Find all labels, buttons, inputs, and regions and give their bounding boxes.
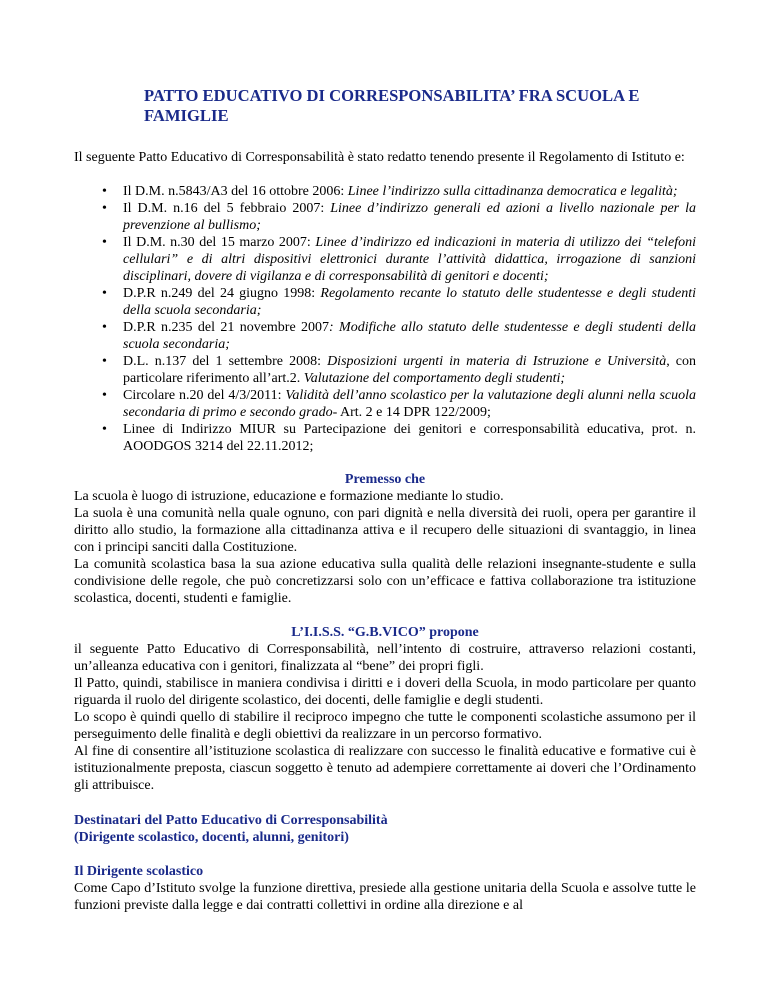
destinatari-heading: Destinatari del Patto Educativo di Corresponsabilità (Dirigente scolastico, docenti, alunni, genitori): [74, 813, 388, 845]
bullet-icon: •: [102, 235, 107, 250]
paragraph: Al fine di consentire all’istituzione scolastica di realizzare con successo le finalità educative e formative cui è istituzionalmente preposta, ciascun soggetto è tenuto ad adempiere correttamente ai doveri che l’Ordinamento gli attribuisce.: [74, 744, 696, 793]
paragraph: Lo scopo è quindi quello di stabilire il reciproco impegno che tutte le componenti scolastiche assumono per il perseguimento delle finalità e degli obiettivi da realizzare in un percorso formativo.: [74, 710, 696, 742]
bullet-icon: •: [102, 184, 107, 199]
document-title: PATTO EDUCATIVO DI CORRESPONSABILITA’ FRA SCUOLA E FAMIGLIE: [144, 86, 640, 125]
bullet-icon: •: [102, 320, 107, 335]
paragraph: Il Patto, quindi, stabilisce in maniera condivisa i diritti e i doveri della Scuola, in modo particolare per quanto riguarda il ruolo del dirigente scolastico, dei docenti, delle famiglie e degli studenti.: [74, 676, 696, 708]
paragraph: La suola è una comunità nella quale ognuno, con pari dignità e nella diversità dei ruoli, opera per garantire il diritto allo studio, la formazione alla cittadinanza attiva e il recupero delle situazioni di svantaggio, in linea con i principi sanciti dalla Costituzione.: [74, 506, 696, 555]
list-item: • D.P.R n.235 del 21 novembre 2007: Modifiche allo statuto delle studentesse e degli studenti della scuola secondaria;: [102, 320, 697, 352]
dirigente-heading: Il Dirigente scolastico: [74, 864, 204, 879]
intro-paragraph: Il seguente Patto Educativo di Corresponsabilità è stato redatto tenendo presente il Regolamento di Istituto e:: [74, 150, 685, 165]
reference-list: [74, 183, 696, 455]
paragraph: La comunità scolastica basa la sua azione educativa sulla qualità delle relazioni insegnante-studente e sulla condivisione delle regole, che può concretizzarsi solo con un’efficace e fattiva collaborazione tra istituzione scolastica, docenti, studenti e famiglie.: [74, 557, 696, 606]
paragraph: il seguente Patto Educativo di Corresponsabilità, nell’intento di costruire, attraverso relazioni costanti, un’alleanza educativa con i genitori, finalizzata al “bene” dei propri figli.: [74, 642, 696, 674]
premesso-heading: Premesso che: [344, 472, 426, 487]
list-item: • Linee di Indirizzo MIUR su Partecipazione dei genitori e corresponsabilità educativa, prot. n. AOODGOS 3214 del 22.11.2012;: [102, 422, 696, 454]
propone-section: [74, 641, 696, 794]
bullet-icon: •: [102, 388, 107, 403]
list-item: • D.P.R n.249 del 24 giugno 1998: Regolamento recante lo statuto delle studentesse e degli studenti della scuola secondaria;: [102, 286, 696, 318]
bullet-icon: •: [102, 422, 107, 437]
dirigente-paragraph: Come Capo d’Istituto svolge la funzione direttiva, presiede alla gestione unitaria della Scuola e assolve tutte le funzioni previste dalla legge e dai contratti collettivi in ordine alla direzione e al: [74, 881, 696, 913]
list-item: • Circolare n.20 del 4/3/2011: Validità dell’anno scolastico per la valutazione degli alunni nella scuola secondaria di primo e secondo grado- Art. 2 e 14 DPR 122/2009;: [102, 388, 696, 420]
list-item: • D.L. n.137 del 1 settembre 2008: Disposizioni urgenti in materia di Istruzione e Università, con particolare riferimento all’art.2. Valutazione del comportamento degli studenti;: [102, 354, 696, 386]
paragraph: La scuola è luogo di istruzione, educazione e formazione mediante lo studio.: [74, 489, 504, 504]
bullet-icon: •: [102, 286, 107, 301]
bullet-icon: •: [102, 354, 107, 369]
premesso-section: [74, 488, 696, 607]
list-item: • Il D.M. n.16 del 5 febbraio 2007: Linee d’indirizzo generali ed azioni a livello nazionale per la prevenzione al bullismo;: [102, 201, 696, 233]
bullet-icon: •: [102, 201, 107, 216]
propone-heading: L’I.I.S.S. “G.B.VICO” propone: [291, 625, 479, 640]
list-item: • Il D.M. n.5843/A3 del 16 ottobre 2006: Linee l’indirizzo sulla cittadinanza democratica e legalità;: [102, 184, 678, 199]
list-item: • Il D.M. n.30 del 15 marzo 2007: Linee d’indirizzo ed indicazioni in materia di utilizzo dei “telefoni cellulari” e di altri dispositivi elettronici durante l’attività didattica, irrogazione di sanzioni disciplinari, dovere di vigilanza e di corresponsabilità di genitori e docenti;: [102, 235, 696, 284]
